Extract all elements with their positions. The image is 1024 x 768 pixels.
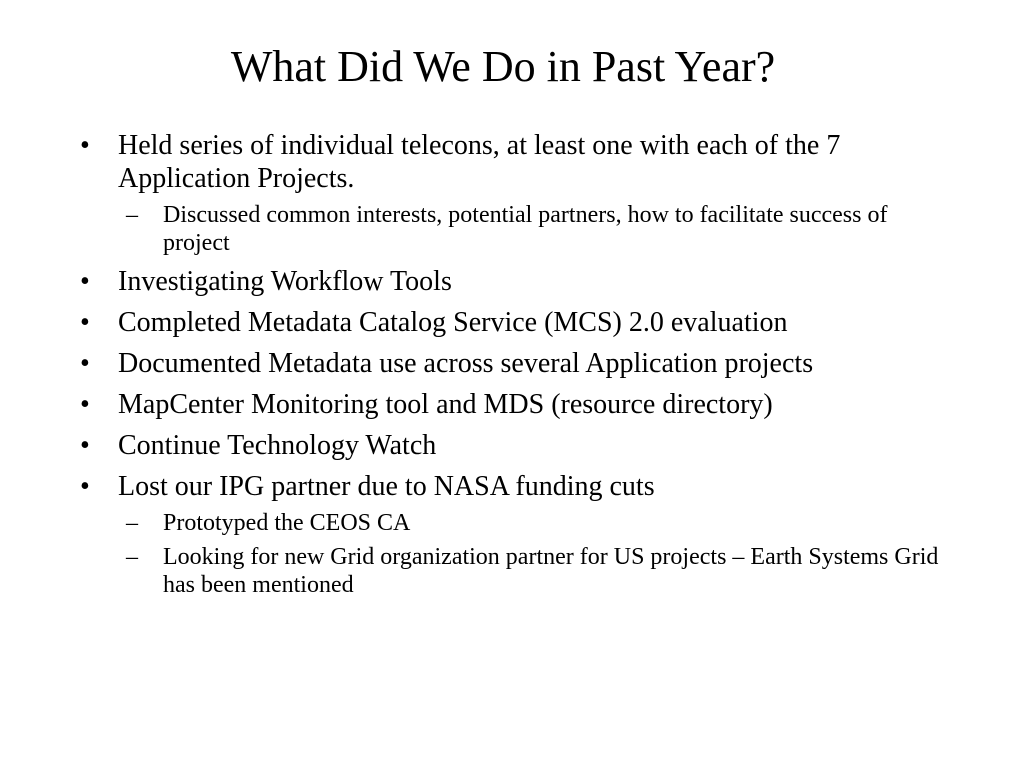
sub-bullet-text: Discussed common interests, potential partners, how to facilitate success of project (163, 202, 888, 256)
dash-marker: – (126, 510, 138, 536)
bullet-text: Continue Technology Watch (118, 430, 437, 461)
bullet-marker: • (80, 389, 90, 420)
bullet-item (80, 429, 940, 462)
sub-bullet-text: Looking for new Grid organization partner for US projects – Earth Systems Grid has been mentioned (163, 544, 939, 598)
bullet-item (80, 306, 940, 339)
bullet-marker: • (80, 471, 90, 502)
sub-bullet-item (80, 543, 940, 599)
bullet-text: Completed Metadata Catalog Service (MCS) 2.0 evaluation (118, 307, 788, 338)
sub-bullet-list (80, 509, 940, 599)
sub-bullet-list (80, 201, 940, 257)
bullet-text: Lost our IPG partner due to NASA funding cuts (118, 471, 655, 502)
bullet-text: MapCenter Monitoring tool and MDS (resource directory) (118, 389, 773, 420)
bullet-item (80, 470, 940, 503)
sub-bullet-item (80, 509, 940, 537)
bullet-marker: • (80, 266, 90, 297)
bullet-text: Investigating Workflow Tools (118, 266, 452, 297)
dash-marker: – (126, 544, 138, 570)
dash-marker: – (126, 202, 138, 228)
bullet-text: Held series of individual telecons, at least one with each of the 7 Application Projects. (118, 130, 841, 194)
bullet-item (80, 129, 940, 195)
sub-bullet-item (80, 201, 940, 257)
bullet-marker: • (80, 130, 90, 161)
bullet-marker: • (80, 430, 90, 461)
bullet-item (80, 265, 940, 298)
bullet-item (80, 347, 940, 380)
bullet-marker: • (80, 348, 90, 379)
sub-bullet-text: Prototyped the CEOS CA (163, 510, 411, 536)
bullet-text: Documented Metadata use across several Application projects (118, 348, 814, 379)
bullet-item (80, 388, 940, 421)
slide-title: What Did We Do in Past Year? (230, 42, 776, 91)
slide-body (80, 129, 940, 607)
bullet-marker: • (80, 307, 90, 338)
